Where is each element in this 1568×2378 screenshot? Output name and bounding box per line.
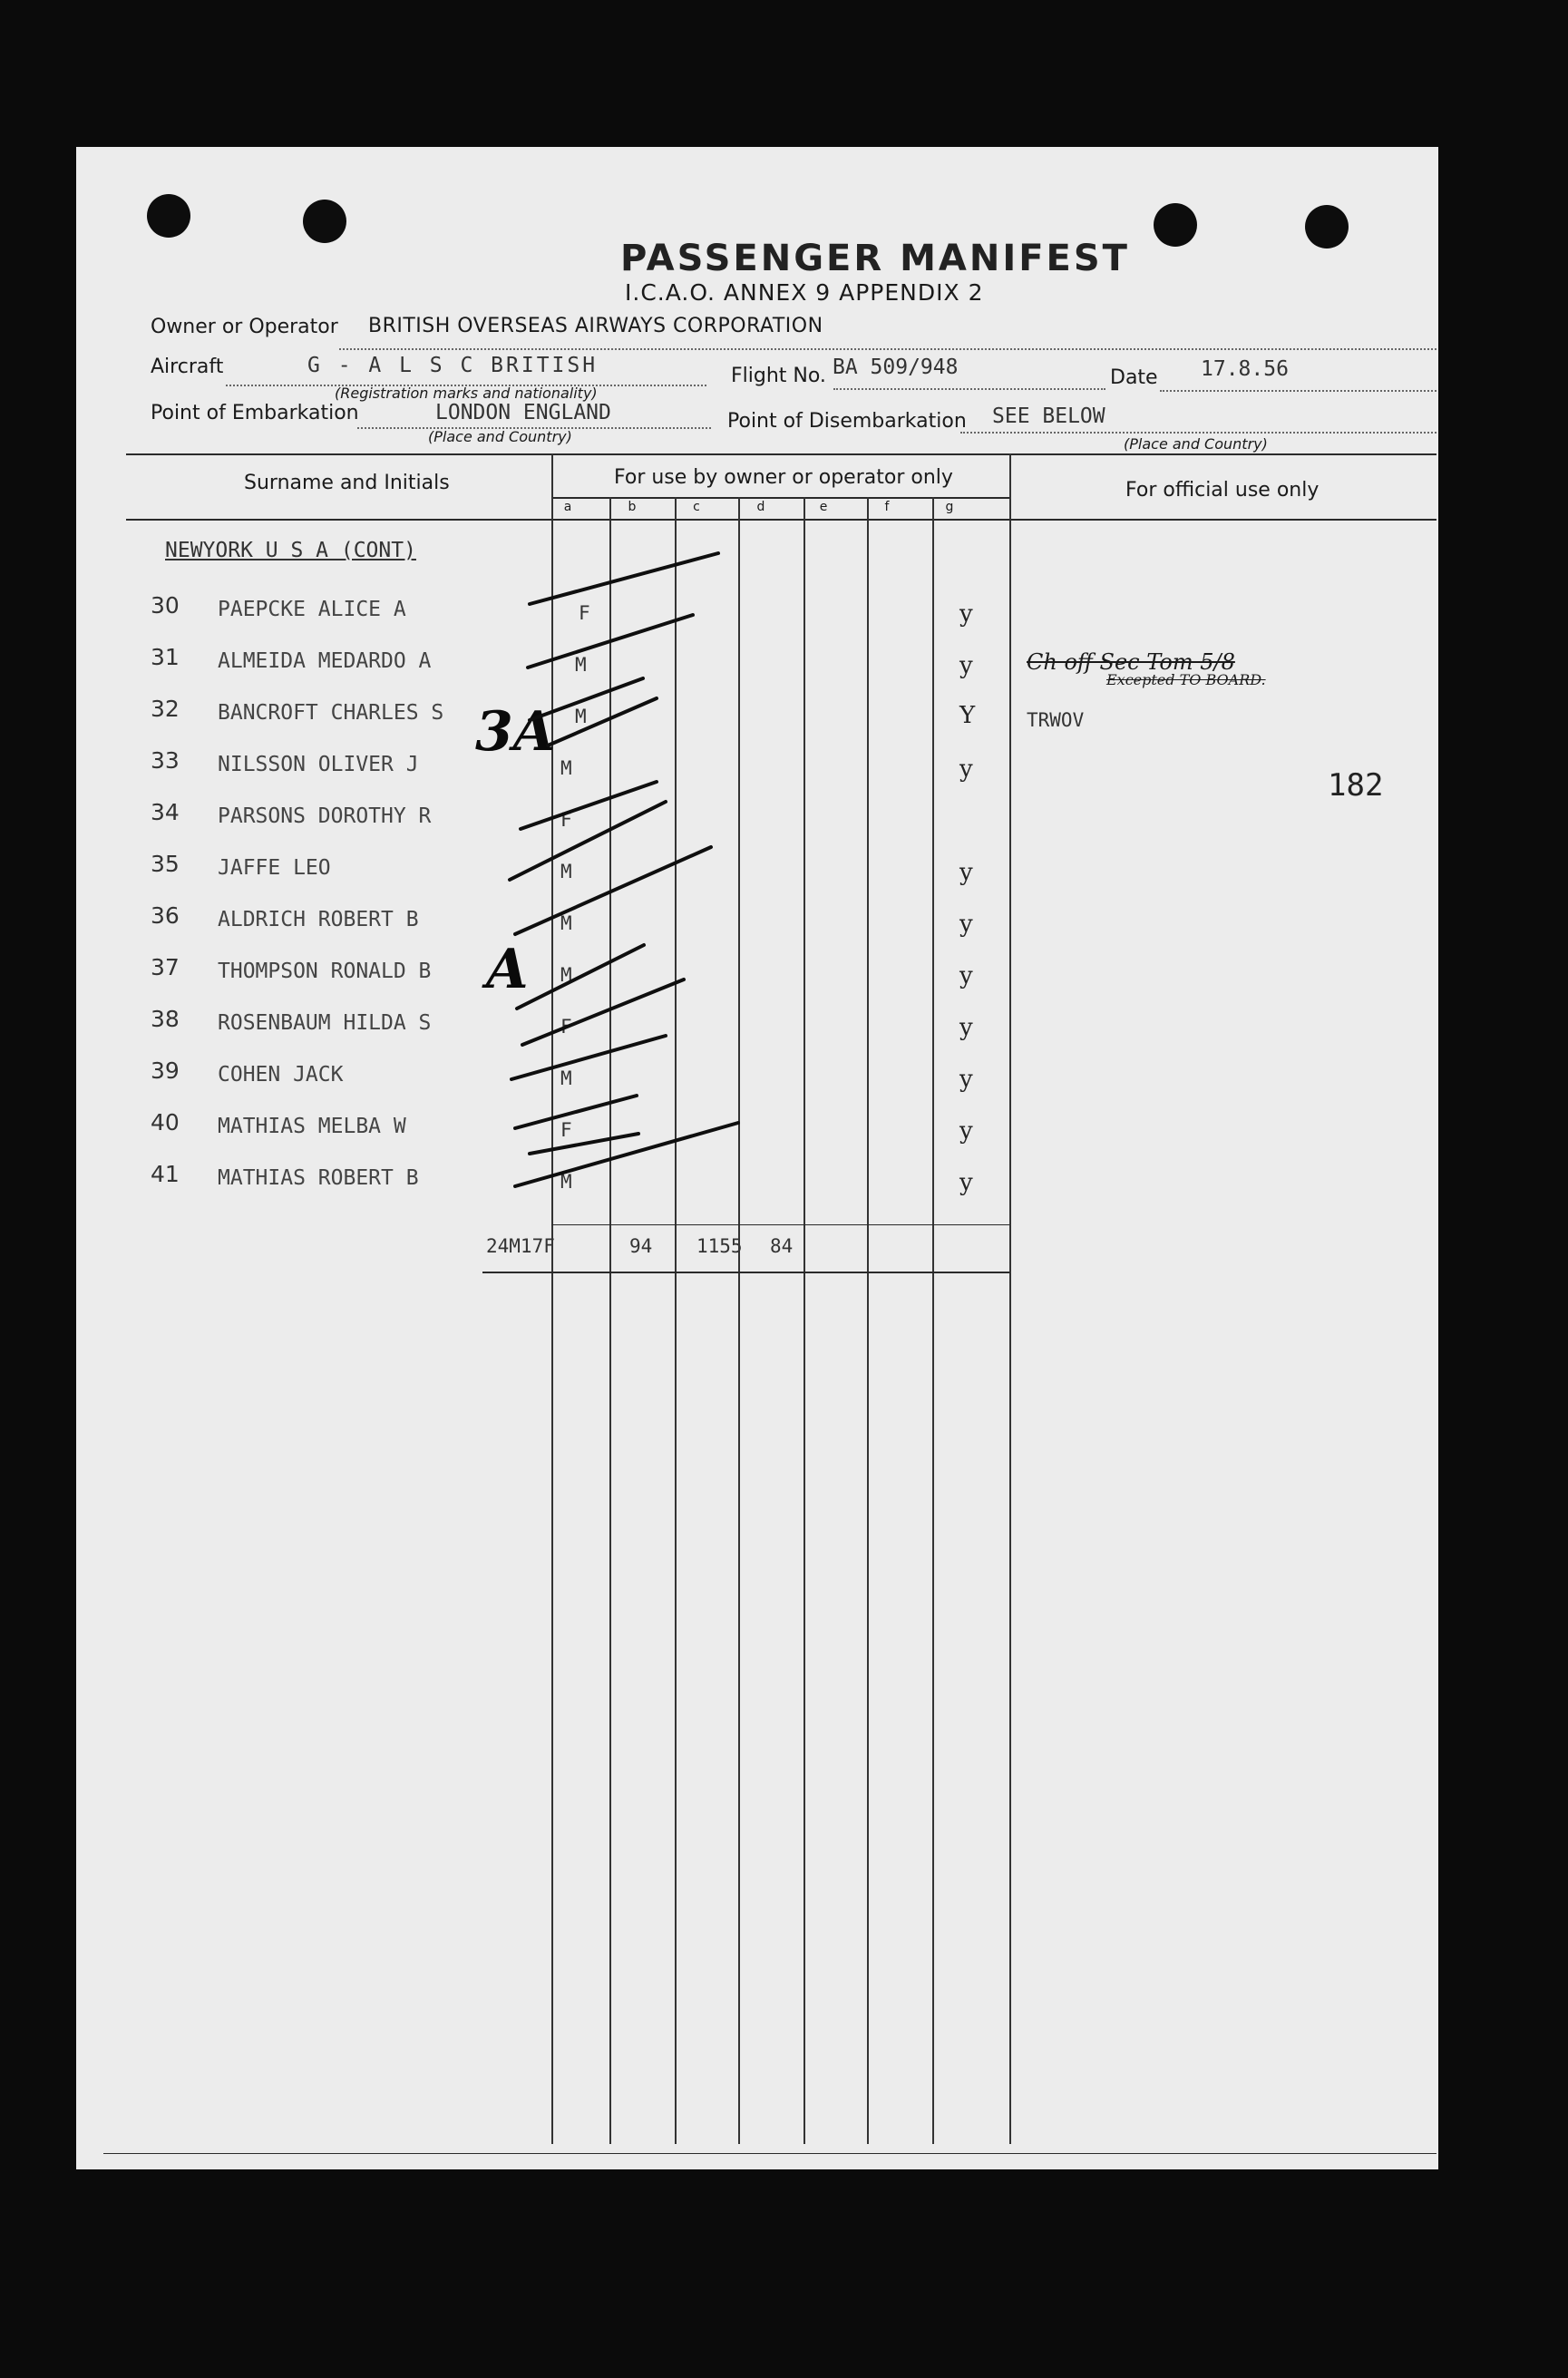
owner-label: Owner or Operator <box>151 316 338 338</box>
pen-strokes <box>76 147 1438 1326</box>
passenger-name: THOMPSON RONALD B <box>218 960 432 983</box>
disembark-note: (Place and Country) <box>1124 435 1268 453</box>
column-f-label: f <box>884 500 890 514</box>
pen-stroke <box>522 979 684 1045</box>
date-value: 17.8.56 <box>1201 357 1289 381</box>
row-number: 36 <box>151 902 180 929</box>
embark-label: Point of Embarkation <box>151 402 359 424</box>
disembark-label: Point of Disembarkation <box>727 410 967 433</box>
row-number: 38 <box>151 1006 180 1032</box>
manifest-page <box>76 147 1438 2169</box>
sex-cell: M <box>560 912 572 934</box>
pen-stroke <box>515 847 711 934</box>
section-heading: NEWYORK U S A (CONT) <box>165 539 416 562</box>
passenger-name: ALMEIDA MEDARDO A <box>218 649 432 673</box>
column-b-label: b <box>628 500 637 514</box>
row-number: 32 <box>151 696 180 722</box>
passenger-name: PARSONS DOROTHY R <box>218 804 432 828</box>
row-number: 37 <box>151 954 180 980</box>
flight-value: BA 509/948 <box>833 356 959 379</box>
g-cell: y <box>959 755 973 783</box>
owner-value: BRITISH OVERSEAS AIRWAYS CORPORATION <box>368 315 823 337</box>
sex-cell: M <box>575 654 587 676</box>
column-a-label: a <box>563 500 572 514</box>
owner-use-header: For use by owner or operator only <box>614 466 953 489</box>
sex-cell: M <box>575 706 587 727</box>
handwritten-mark: A <box>486 938 529 1001</box>
page-subtitle: I.C.A.O. ANNEX 9 APPENDIX 2 <box>625 279 984 306</box>
pen-stroke <box>530 1134 638 1154</box>
pen-stroke <box>517 945 644 1009</box>
row-number: 33 <box>151 747 180 774</box>
row-number: 35 <box>151 851 180 877</box>
struck-note-second: Excepted TO BOARD. <box>1106 671 1266 688</box>
sex-cell: M <box>560 1067 572 1089</box>
row-number: 30 <box>151 592 180 619</box>
passenger-name: NILSSON OLIVER J <box>218 753 419 776</box>
pen-stroke <box>530 678 643 720</box>
pen-stroke <box>528 615 693 668</box>
pen-stroke <box>511 1036 666 1079</box>
pen-stroke <box>510 802 666 880</box>
total-b: 94 <box>629 1235 653 1257</box>
embark-note: (Place and Country) <box>428 428 572 445</box>
total-a: 24M17F <box>486 1235 555 1257</box>
sex-cell: F <box>560 1119 572 1141</box>
sex-cell: F <box>560 809 572 831</box>
passenger-name: MATHIAS ROBERT B <box>218 1166 419 1190</box>
row-number: 34 <box>151 799 180 825</box>
sex-cell: M <box>560 964 572 986</box>
g-cell: y <box>959 1066 973 1093</box>
sex-cell: M <box>560 1171 572 1193</box>
pen-stroke <box>521 782 657 829</box>
table-bottom-rule <box>103 2153 1437 2154</box>
row-number: 41 <box>151 1161 180 1187</box>
struck-note: Ch off Sec Tom 5/8 <box>1027 649 1235 675</box>
pen-stroke <box>548 698 657 746</box>
g-cell: y <box>959 600 973 628</box>
column-d-label: d <box>756 500 765 514</box>
disembark-value: SEE BELOW <box>992 404 1105 428</box>
row-number: 39 <box>151 1057 180 1084</box>
passenger-name: PAEPCKE ALICE A <box>218 598 406 621</box>
official-note-row-32: TRWOV <box>1027 709 1085 731</box>
g-cell: y <box>959 911 973 938</box>
official-use-header: For official use only <box>1125 479 1320 502</box>
surname-header: Surname and Initials <box>244 472 450 494</box>
row-number: 31 <box>151 644 180 670</box>
g-cell: y <box>959 859 973 886</box>
g-cell: Y <box>959 702 976 729</box>
pen-stroke <box>515 1096 637 1128</box>
registration-note: (Registration marks and nationality) <box>335 385 598 402</box>
g-cell: y <box>959 1169 973 1196</box>
g-cell: y <box>959 962 973 989</box>
embark-value: LONDON ENGLAND <box>435 401 611 424</box>
column-g-label: g <box>945 500 954 514</box>
column-e-label: e <box>819 500 828 514</box>
passenger-name: JAFFE LEO <box>218 856 331 880</box>
total-d: 84 <box>770 1235 794 1257</box>
sex-cell: M <box>560 757 572 779</box>
sex-cell: F <box>560 1016 572 1038</box>
sex-cell: M <box>560 861 572 882</box>
flight-label: Flight No. <box>731 365 826 387</box>
page-title: PASSENGER MANIFEST <box>620 238 1130 279</box>
sex-cell: F <box>579 602 590 624</box>
passenger-name: ALDRICH ROBERT B <box>218 908 419 931</box>
g-cell: y <box>959 1014 973 1041</box>
total-c: 1155 <box>696 1235 743 1257</box>
passenger-name: COHEN JACK <box>218 1063 344 1087</box>
date-label: Date <box>1110 366 1158 389</box>
handwritten-mark: 3A <box>475 700 556 764</box>
aircraft-value: G - A L S C BRITISH <box>307 354 599 377</box>
g-cell: y <box>959 1117 973 1145</box>
pen-stroke <box>530 553 718 604</box>
page-number: 182 <box>1328 767 1384 804</box>
aircraft-label: Aircraft <box>151 356 224 378</box>
row-number: 40 <box>151 1109 180 1135</box>
column-c-label: c <box>693 500 700 514</box>
passenger-name: MATHIAS MELBA W <box>218 1115 406 1138</box>
g-cell: y <box>959 652 973 679</box>
passenger-name: BANCROFT CHARLES S <box>218 701 444 725</box>
passenger-name: ROSENBAUM HILDA S <box>218 1011 432 1035</box>
pen-stroke <box>515 1123 738 1186</box>
